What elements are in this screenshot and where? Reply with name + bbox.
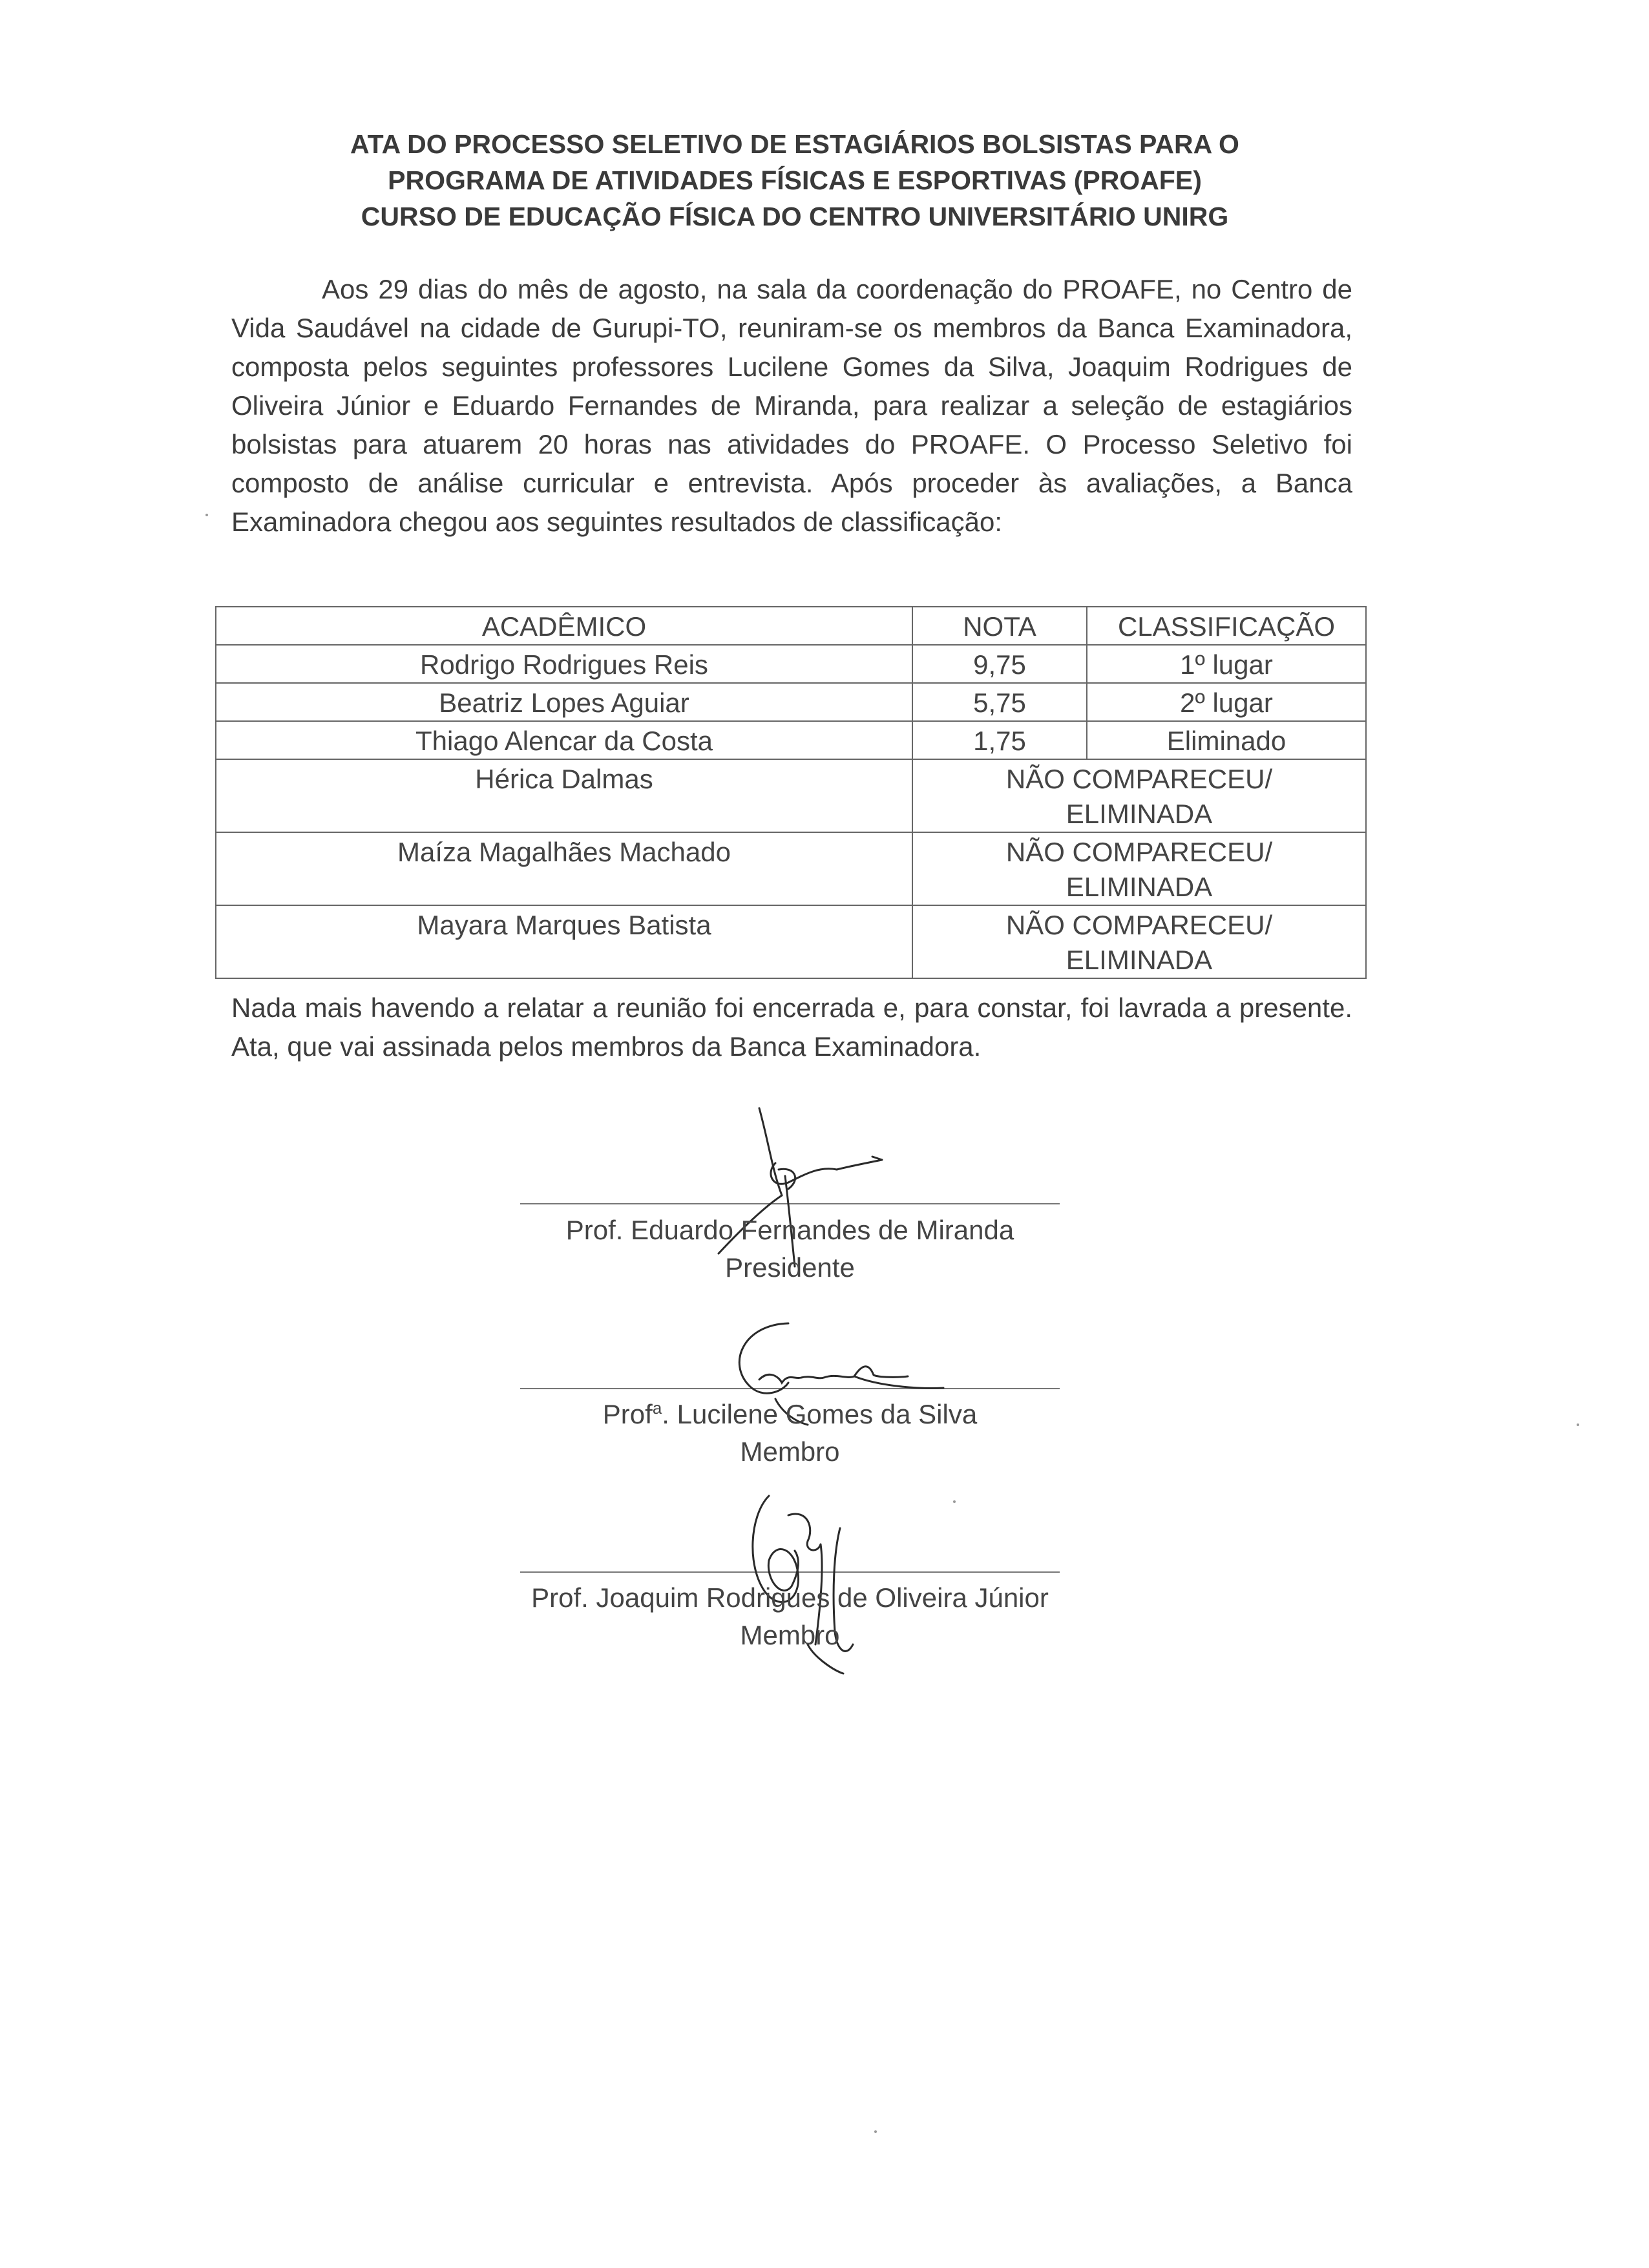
cell-grade: 5,75 (912, 683, 1087, 721)
cell-name: Beatriz Lopes Aguiar (216, 683, 912, 721)
status-line-1: NÃO COMPARECEU/ (1005, 764, 1273, 794)
signatory-2 (520, 1389, 1060, 1471)
cell-name: Maíza Magalhães Machado (216, 832, 912, 905)
title-line-2: PROGRAMA DE ATIVIDADES FÍSICAS E ESPORTIVAS (PROAFE) (388, 165, 1202, 195)
table-row (216, 683, 1366, 721)
signatory-2-name: Prof$^a$. Lucilene Gomes da Silva (602, 1398, 978, 1429)
signatory-3-name: Prof. Joaquim Rodrigues de Oliveira Júnior (531, 1582, 1049, 1613)
intro-paragraph: Aos 29 dias do mês de agosto, na sala da coordenação do PROAFE, no Centro de Vida Saudável na cidade de Gurupi-TO, reuniram-se os membros da Banca Examinadora, composta pelos seguintes professores Lucilene Gomes da Silva, Joaquim Rodrigues de Oliveira Júnior e Eduardo Fernandes de Miranda, para realizar a seleção de estagiários bolsistas para atuarem 20 horas nas atividades do PROAFE. O Processo Seletivo foi composto de análise curricular e entrevista. Após proceder às avaliações, a Banca Examinadora chegou aos seguintes resultados de classificação: (231, 274, 1352, 537)
cell-name: Mayara Marques Batista (216, 905, 912, 978)
signatory-3-role: Membro (740, 1620, 840, 1650)
status-line-2: ELIMINADA (1066, 799, 1213, 829)
table-row (216, 759, 1366, 832)
scan-speck (874, 2130, 877, 2133)
header-classification: CLASSIFICAÇÃO (1087, 607, 1366, 645)
cell-grade: 9,75 (912, 645, 1087, 683)
table-row (216, 905, 1366, 978)
signatory-1-role: Presidente (725, 1252, 855, 1283)
scan-speck (953, 1500, 956, 1503)
scan-speck (1577, 1423, 1579, 1426)
results-table (215, 606, 1367, 979)
table-row (216, 832, 1366, 905)
status-line-2: ELIMINADA (1066, 872, 1213, 902)
document-title (213, 126, 1376, 235)
header-grade: NOTA (912, 607, 1087, 645)
cell-classification: 2º lugar (1087, 683, 1366, 721)
status-line-1: NÃO COMPARECEU/ (1005, 837, 1273, 867)
title-line-3: CURSO DE EDUCAÇÃO FÍSICA DO CENTRO UNIVERSITÁRIO UNIRG (361, 202, 1229, 231)
cell-grade: 1,75 (912, 721, 1087, 759)
signatory-2-role: Membro (740, 1436, 840, 1467)
cell-classification: 1º lugar (1087, 645, 1366, 683)
cell-classification: Eliminado (1087, 721, 1366, 759)
table-row (216, 721, 1366, 759)
closing-paragraph: Nada mais havendo a relatar a reunião foi encerrada e, para constar, foi lavrada a presente. Ata, que vai assinada pelos membros da Banca Examinadora. (231, 992, 1352, 1062)
header-academic: ACADÊMICO (216, 607, 912, 645)
status-line-1: NÃO COMPARECEU/ (1005, 910, 1273, 940)
cell-name: Thiago Alencar da Costa (216, 721, 912, 759)
scan-speck (205, 514, 208, 516)
cell-status (912, 905, 1366, 978)
cell-status (912, 759, 1366, 832)
cell-name: Rodrigo Rodrigues Reis (216, 645, 912, 683)
cell-status (912, 832, 1366, 905)
signatory-1 (520, 1205, 1060, 1286)
status-line-2: ELIMINADA (1066, 945, 1213, 975)
signatory-3 (468, 1573, 1111, 1654)
title-line-1: ATA DO PROCESSO SELETIVO DE ESTAGIÁRIOS BOLSISTAS PARA O (350, 129, 1239, 159)
cell-name: Hérica Dalmas (216, 759, 912, 832)
table-header-row (216, 607, 1366, 645)
table-row (216, 645, 1366, 683)
signatory-1-name: Prof. Eduardo Fernandes de Miranda (565, 1215, 1014, 1245)
